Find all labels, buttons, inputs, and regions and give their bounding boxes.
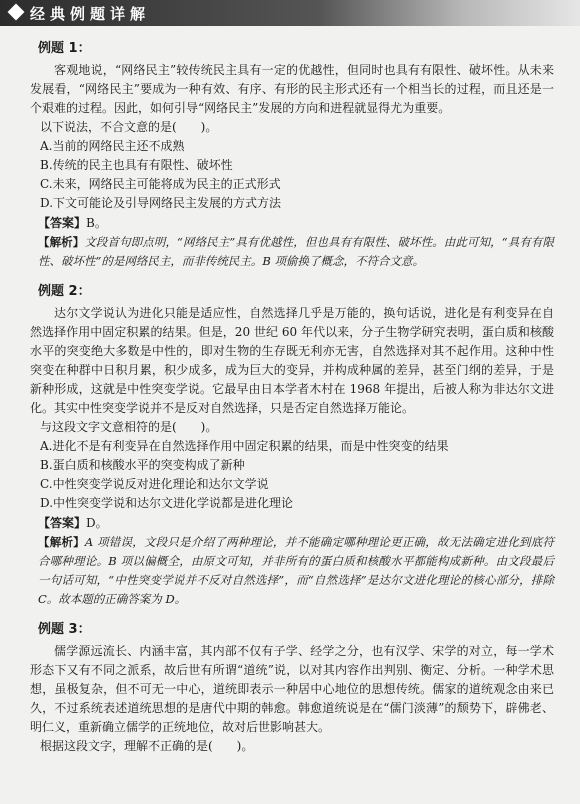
diamond-icon (8, 4, 25, 21)
option-c: C.中性突变学说反对进化理论和达尔文学说 (40, 477, 269, 491)
example-title: 例题 1： (38, 41, 91, 56)
section-header (0, 0, 580, 26)
answer (38, 214, 554, 233)
explanation-text: A 项错误，文段只是介绍了两种理论，并不能确定哪种理论更正确，故无法确定进化到底符合哪种理论。B 项以偏概全，由原文可知，并非所有的蛋白质和核酸水平都能构成新种。由文段最后一句话可知，“中性突变学说并不反对自然选择”，而“自然选择”是达尔文进化理论的核心部分，排除 C。故本题的正确答案为 D。 (38, 535, 554, 606)
option-b: B.蛋白质和核酸水平的突变构成了新种 (40, 458, 245, 472)
example-1 (30, 40, 554, 271)
answer (38, 514, 554, 533)
explanation (38, 533, 554, 609)
question: 与这段文字文意相符的是( )。 (40, 420, 218, 434)
question: 根据这段文字，理解不正确的是( )。 (40, 739, 254, 753)
answer-value: B。 (86, 216, 107, 230)
passage: 客观地说，“网络民主”较传统民主具有一定的优越性，但同时也具有有限性、破坏性。从未来发展看，“网络民主”要成为一种有效、有序、有形的民主形式还有一个相当长的过程，而且还是一个艰难的过程。因此，如何引导“网络民主”发展的方向和进程就显得尤为重要。 (30, 63, 554, 115)
option-d: D.下文可能论及引导网络民主发展的方式方法 (40, 196, 282, 210)
option-a: A.当前的网络民主还不成熟 (40, 139, 185, 153)
answer-label: 【答案】 (38, 516, 87, 530)
example-title: 例题 2： (38, 284, 91, 299)
passage: 达尔文学说认为进化只能是适应性，自然选择几乎是万能的，换句话说，进化是有利变异在自然选择作用中固定积累的结果。但是，20 世纪 60 年代以来，分子生物学研究表明，蛋白质和核酸水平的突变绝大多数是中性的，即对生物的生存既无利亦无害，自然选择对其不起作用。这种中性突变在种群中日积月累，积少成多，成为巨大的变异，并构成种属的差异，甚至门纲的差异，于是新种形成，这就是中性突变学说。它最早由日本学者木村在 1968 年提出，后被人称为非达尔文进化。其实中性突变学说并不是反对自然选择，只是否定自然选择万能论。 (30, 306, 554, 415)
passage: 儒学源远流长、内涵丰富，其内部不仅有子学、经学之分，也有汉学、宋学的对立，每一学术形态下又有不同之派系，故后世有所谓“道统”说，以对其内容作出判别、衡定、分析。一种学术思想，虽极复杂，但不可无一中心，道统即表示一种居中心地位的思想传统。儒家的道统观念由来已久，不过系统表述道统思想的是唐代中期的韩愈。韩愈道统说是在“儒门淡薄”的颓势下，辟佛老、明仁义，重新确立儒学的正统地位，故对后世影响甚大。 (30, 644, 554, 734)
document-body (30, 40, 554, 756)
example-title: 例题 3： (38, 622, 91, 637)
option-b: B.传统的民主也具有有限性、破坏性 (40, 158, 233, 172)
option-d: D.中性突变学说和达尔文进化学说都是进化理论 (40, 496, 294, 510)
explanation (38, 233, 554, 271)
example-2 (30, 283, 554, 609)
answer-label: 【答案】 (38, 216, 87, 230)
example-3 (30, 621, 554, 756)
option-c: C.未来，网络民主可能将成为民主的正式形式 (40, 177, 281, 191)
explanation-text: 文段首句即点明，“网络民主”具有优越性，但也具有有限性、破坏性。由此可知，“具有有限性、破坏性”的是网络民主，而非传统民主。B 项偷换了概念，不符合文意。 (38, 235, 554, 268)
option-a: A.进化不是有利变异在自然选择作用中固定积累的结果，而是中性突变的结果 (40, 439, 449, 453)
answer-value: D。 (86, 516, 108, 530)
explanation-label: 【解析】 (38, 235, 85, 249)
question: 以下说法，不合文意的是( )。 (40, 120, 218, 134)
explanation-label: 【解析】 (38, 535, 85, 549)
section-title: 经典例题详解 (30, 5, 151, 23)
